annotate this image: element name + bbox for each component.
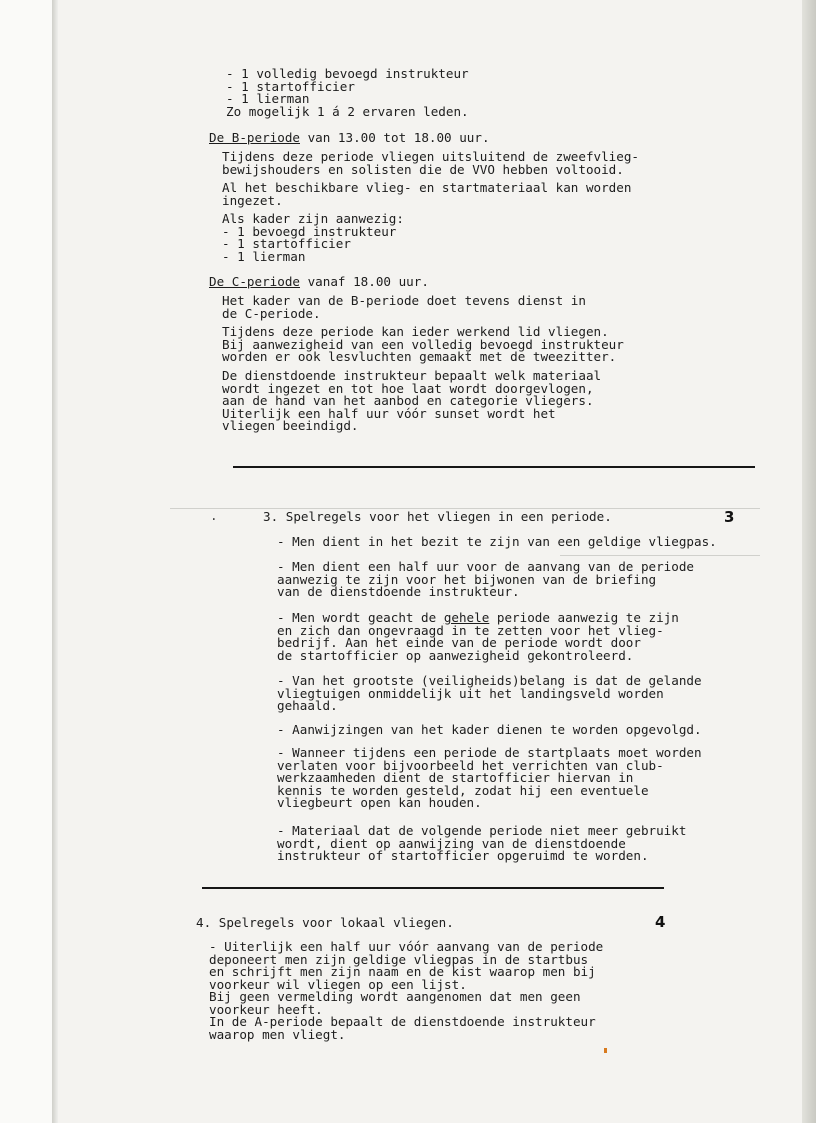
- period-b-time: van 13.00 tot 18.00 uur.: [300, 130, 490, 145]
- text-line: Al het beschikbare vlieg- en startmateriaal kan worden: [222, 180, 632, 195]
- text-line: wordt, dient op aanwijzing van de dienstdoende: [277, 835, 626, 851]
- rule-item: [277, 536, 717, 549]
- emphasis-word: gehele: [443, 610, 490, 625]
- stray-mark: .: [210, 508, 218, 523]
- period-a-staff: [226, 68, 469, 118]
- text-line: aanwezig te zijn voor het bijwonen van de briefing: [277, 571, 657, 587]
- period-c-paragraph: [222, 326, 624, 364]
- text-line: Bij geen vermelding wordt aangenomen dat men geen: [209, 989, 581, 1004]
- text-line: - Materiaal dat de volgende periode niet meer gebruikt: [277, 823, 687, 838]
- text-line: De dienstdoende instrukteur bepaalt welk materiaal: [222, 368, 602, 383]
- text-line: werkzaamheden dient de startofficier hiervan in: [277, 770, 634, 785]
- rule-item: [277, 612, 679, 662]
- section-divider: [202, 887, 664, 889]
- text-line: Zo mogelijk 1 á 2 ervaren leden.: [226, 103, 469, 119]
- text-line: Tijdens deze periode kan ieder werkend lid vliegen.: [222, 324, 609, 339]
- text-line: Bij aanwezigheid van een volledig bevoegd instrukteur: [222, 336, 624, 352]
- text-line: vliegbeurt open kan houden.: [277, 795, 482, 810]
- period-b-paragraph: [222, 182, 631, 207]
- text-line: de C-periode.: [222, 305, 321, 321]
- text-line: deponeert men zijn geldige vliegpas in de startbus: [209, 951, 589, 967]
- section-3-number: 3: [724, 508, 735, 526]
- text-line: gehaald.: [277, 698, 338, 713]
- text-line: de startofficier op aanwezigheid gekontroleerd.: [277, 647, 634, 663]
- period-c-time: vanaf 18.00 uur.: [300, 274, 429, 289]
- rule-item: [277, 561, 694, 599]
- text-line: waarop men vliegt.: [209, 1026, 346, 1042]
- period-c-heading: [209, 275, 429, 289]
- text-line: bewijshouders en solisten die de VVO hebben voltooid.: [222, 161, 624, 177]
- text-line: voorkeur wil vliegen op een lijst.: [209, 976, 467, 992]
- page-fold-shadow: [52, 0, 58, 1123]
- text-line: - Van het grootste (veiligheids)belang is dat de gelande: [277, 673, 702, 688]
- text-line: ingezet.: [222, 192, 283, 208]
- text-line: Als kader zijn aanwezig:: [222, 211, 404, 226]
- binding-margin: [0, 0, 53, 1123]
- text-line: en schrijft men zijn naam en de kist waarop men bij: [209, 964, 596, 979]
- text-line: - 1 startofficier: [222, 236, 351, 251]
- text-line: worden er ook lesvluchten gemaakt met de tweezitter.: [222, 349, 617, 364]
- section-divider: [233, 466, 755, 468]
- rule-item: [277, 724, 702, 737]
- text-line: - Wanneer tijdens een periode de startplaats moet worden: [277, 745, 702, 760]
- section-4-number: 4: [655, 913, 666, 931]
- ink-spot: [604, 1048, 607, 1053]
- period-b-staff: [222, 213, 404, 263]
- page-edge-shadow: [802, 0, 816, 1123]
- text-run: - Men wordt geacht de: [277, 610, 444, 625]
- text-line: Uiterlijk een half uur vóór sunset wordt het: [222, 405, 556, 421]
- period-b-heading: [209, 131, 490, 145]
- text-line: van de dienstdoende instrukteur.: [277, 584, 520, 599]
- text-line: - 1 lierman: [222, 248, 306, 264]
- text-line: voorkeur heeft.: [209, 1001, 323, 1017]
- text-line: Tijdens deze periode vliegen uitsluitend de zweefvlieg-: [222, 149, 640, 164]
- text-line: vliegen beeindigd.: [222, 418, 359, 433]
- text-line: - 1 startofficier: [226, 78, 355, 94]
- rule-item: [277, 675, 702, 713]
- section-3-heading: 3. Spelregels voor het vliegen in een periode.: [263, 509, 612, 524]
- show-through-line: [560, 555, 760, 556]
- text-line: - 1 lierman: [226, 91, 310, 106]
- text-line: Het kader van de B-periode doet tevens dienst in: [222, 293, 586, 308]
- text-run: periode aanwezig te zijn: [489, 610, 679, 625]
- text-line: wordt ingezet en tot hoe laat wordt doorgevlogen,: [222, 380, 594, 396]
- rule-item: [277, 825, 686, 863]
- period-b-title: De B-periode: [209, 130, 300, 145]
- period-c-paragraph: [222, 295, 586, 320]
- text-line: aan de hand van het aanbod en categorie vliegers.: [222, 393, 594, 408]
- text-line: en zich dan ongevraagd in te zetten voor het vlieg-: [277, 622, 664, 638]
- period-c-title: De C-periode: [209, 274, 300, 289]
- text-line: instrukteur of startofficier opgeruimd te worden.: [277, 848, 649, 863]
- text-line: - Men dient in het bezit te zijn van een geldige vliegpas.: [277, 534, 717, 549]
- local-flying-rules: [209, 941, 603, 1041]
- text-line: - 1 bevoegd instrukteur: [222, 223, 397, 239]
- section-4-heading: 4. Spelregels voor lokaal vliegen.: [196, 915, 454, 930]
- text-line: verlaten voor bijvoorbeeld het verrichten van club-: [277, 757, 664, 773]
- rule-item: [277, 747, 702, 810]
- text-line: bedrijf. Aan het einde van de periode wordt door: [277, 635, 641, 650]
- period-c-paragraph: [222, 370, 601, 433]
- period-b-paragraph: [222, 151, 639, 176]
- text-line: - Uiterlijk een half uur vóór aanvang van de periode: [209, 939, 604, 954]
- text-line: vliegtuigen onmiddelijk uit het landingsveld worden: [277, 685, 664, 701]
- text-line: kennis te worden gesteld, zodat hij een eventuele: [277, 782, 649, 798]
- text-line: In de A-periode bepaalt de dienstdoende instrukteur: [209, 1014, 596, 1029]
- text-line: - Aanwijzingen van het kader dienen te worden opgevolgd.: [277, 722, 702, 737]
- text-line: - 1 volledig bevoegd instrukteur: [226, 66, 469, 81]
- text-line: - Men dient een half uur voor de aanvang van de periode: [277, 559, 695, 574]
